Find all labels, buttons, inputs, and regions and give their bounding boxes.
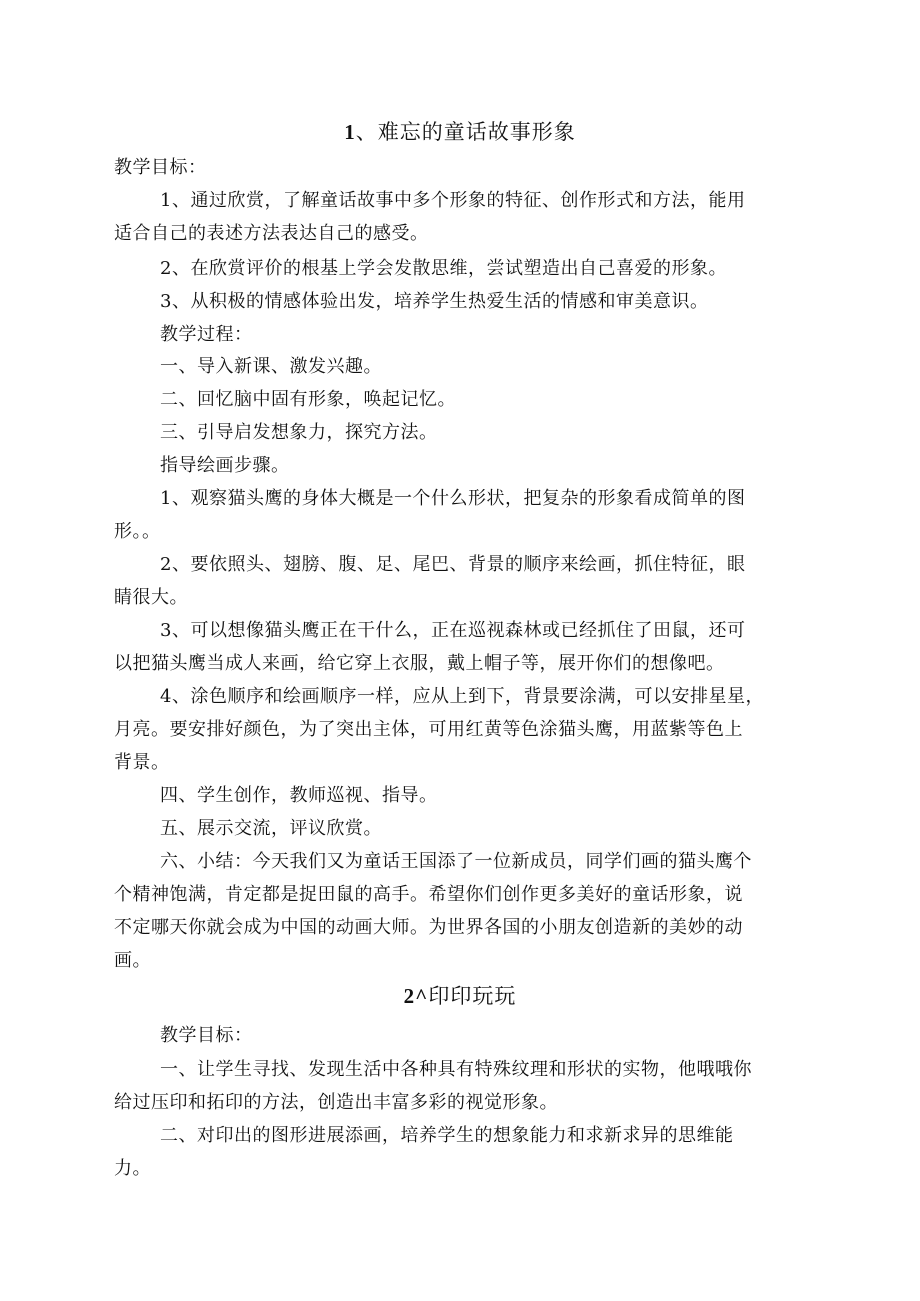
section1-title-number: 1 [344, 120, 356, 144]
s1-line-8: 三、引导启发想象力，探究方法。 [160, 422, 438, 443]
section1-title-text: 、难忘的童话故事形象 [355, 120, 576, 144]
s1-line-14: 3、可以想像猫头鹰正在干什么，正在巡视森林或已经抓住了田鼠，还可 [160, 620, 746, 641]
s2-line-4: 力。 [114, 1158, 151, 1179]
s1-line-5: 教学过程： [160, 324, 253, 345]
s1-line-10: 1、观察猫头鹰的身体大概是一个什么形状，把复杂的形象看成简单的图 [160, 488, 746, 509]
s1-line-2: 适合自己的表述方法表达自己的感受。 [114, 223, 429, 244]
s1-line-16: 4、涂色顺序和绘画顺序一样，应从上到下，背景要涂满，可以安排星星， [160, 686, 764, 707]
s1-line-23: 不定哪天你就会成为中国的动画大师。为世界各国的小朋友创造新的美妙的动 [114, 917, 743, 938]
s1-line-11: 形。。 [114, 521, 161, 542]
s1-line-7: 二、回忆脑中固有形象，唤起记忆。 [160, 389, 456, 410]
s1-line-24: 画。 [114, 950, 151, 971]
s1-line-6: 一、导入新课、激发兴趣。 [160, 356, 382, 377]
s1-line-12: 2、要依照头、翅膀、腹、足、尾巴、背景的顺序来绘画，抓住特征，眼 [160, 554, 746, 575]
s1-line-21: 六、小结：今天我们又为童话王国添了一位新成员，同学们画的猫头鹰个 [160, 851, 752, 872]
s1-line-9: 指导绘画步骤。 [160, 455, 290, 476]
s1-line-3: 2、在欣赏评价的根基上学会发散思维，尝试塑造出自己喜爱的形象。 [160, 258, 727, 279]
section1-title [0, 118, 920, 146]
s1-line-19: 四、学生创作，教师巡视、指导。 [160, 785, 438, 806]
section2-title [0, 982, 920, 1010]
s1-line-18: 背景。 [114, 752, 170, 773]
s2-line-2: 给过压印和拓印的方法，创造出丰富多彩的视觉形象。 [114, 1092, 558, 1113]
s1-line-20: 五、展示交流，评议欣赏。 [160, 818, 382, 839]
s2-line-0: 教学目标： [160, 1025, 253, 1046]
s1-line-17: 月亮。要安排好颜色，为了突出主体，可用红黄等色涂猫头鹰，用蓝紫等色上 [114, 719, 743, 740]
s1-line-22: 个精神饱满，肯定都是捉田鼠的高手。希望你们创作更多美好的童话形象，说 [114, 884, 743, 905]
s2-line-3: 二、对印出的图形进展添画，培养学生的想象能力和求新求异的思维能 [160, 1125, 734, 1146]
section2-title-number: 2^ [403, 984, 429, 1008]
s1-line-15: 以把猫头鹰当成人来画，给它穿上衣服，戴上帽子等，展开你们的想像吧。 [114, 653, 725, 674]
s2-line-1: 一、让学生寻找、发现生活中各种具有特殊纹理和形状的实物，他哦哦你 [160, 1059, 752, 1080]
section2-title-text: 印印玩玩 [428, 984, 517, 1008]
s1-line-1: 1、通过欣赏，了解童话故事中多个形象的特征、创作形式和方法，能用 [160, 190, 746, 211]
s1-line-13: 睛很大。 [114, 587, 188, 608]
s1-line-0: 教学目标： [114, 157, 207, 178]
s1-line-4: 3、从积极的情感体验出发，培养学生热爱生活的情感和审美意识。 [160, 291, 709, 312]
